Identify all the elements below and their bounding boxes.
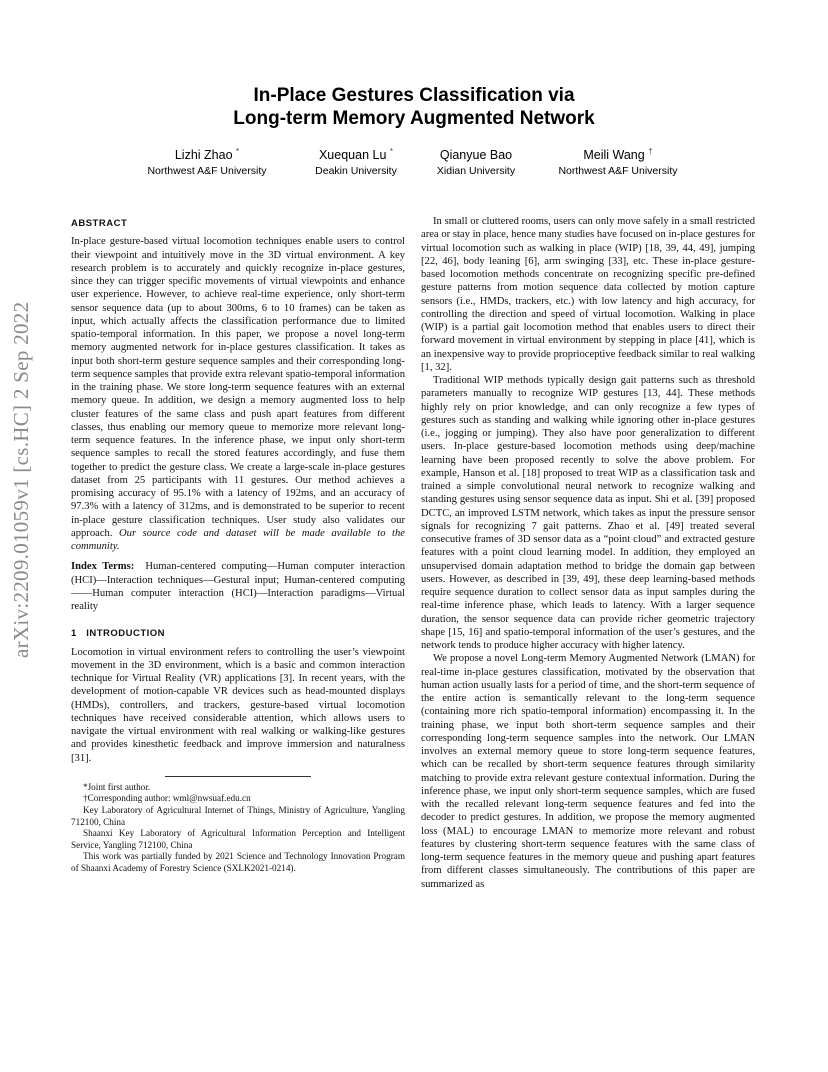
index-terms-label: Index Terms:: [71, 561, 135, 573]
section-number: 1: [71, 628, 77, 640]
right-column: [421, 215, 755, 891]
author-mark: *: [236, 147, 240, 156]
title-line-2: Long-term Memory Augmented Network: [233, 108, 595, 129]
author-block: [528, 144, 708, 179]
author-list: [0, 144, 828, 178]
footnotes: [71, 782, 405, 875]
title-line-1: In-Place Gestures Classification via: [253, 85, 575, 106]
paper-title: [0, 84, 828, 130]
body-paragraph-3: We propose a novel Long-term Memory Augmented Network (LMAN) for real-time in-place gestures classification, motivated by the observation that human action usually lasts for a period of time, and the short-term sequence of the entire action is semantically relevant to the long-term sequence (containing more rich spatio-temporal information) encompassing it. In the training phase, we input both short-term sequence samples and their corresponding long-term sequence samples into the network. Our LMAN involves an external memory queue to store long-term sequence features, which can be recalled by short-term sequence features through similarity matching to provide extra relevant gesture contextual information. During the inference phase, we input only short-term sequence samples, which are fused with the recalled relevant long-term sequence features and fed into the decoder to predict gestures. In addition, we propose the memory augmented loss (MAL) to encourage LMAN to memorize more relevant and robust features by clustering short-term sequence features with the same class of long-term sequence features in the memory queue and pushing apart features from different classes simultaneously. The contributions of this paper are summarized as: [421, 653, 755, 890]
body-paragraph-2: Traditional WIP methods typically design gait patterns such as threshold parameters manually to recognize WIP gestures [13, 44]. These methods highly rely on prior knowledge, and can only recognize a few types of gestures such as standing and walking while ignoring other in-place gestures (i.e., jogging or jumping). They also have poor generalization to different users. In-place gesture-based locomotion methods using deep/machine learning have been proposed recently to solve the above problem. For example, Hanson et al. [18] proposed to treat WIP as a classification task and trained a simple convolutional neural network to recognize walking and standing gestures using sensor sequence data as input. Shi et al. [39] proposed DCTC, an improved LSTM network, which takes as input the pressure sensor signals for recognizing 7 gait patterns. Zhao et al. [49] treated several consecutive frames of 3D sensor data as a “point cloud” and extracted gesture features with a point cloud learning model. In addition, they employed an unsupervised domain adaptation method to bridge the domain gap between users. However, as described in [39, 49], these deep learning-based methods require sequence duration to collect sensor data as input samples during the real-time inference phase, which leads to latency. With a larger sequence duration, the sensor sequence data can provide richer geometric trajectory shape [15, 16] and spatio-temporal information of the user’s gestures, and the network tends to produce higher accuracy with higher latency.: [421, 375, 755, 651]
abstract-heading-text: ABSTRACT: [71, 218, 128, 229]
introduction-body: Locomotion in virtual environment refers to controlling the user’s viewpoint movement in the 3D environment, which is a basic and common interaction technique for Virtual Reality (VR) applications [3]. In recent years, with the development of motion-capable VR devices such as head-mounted displays (HMDs), controllers, and trackers, gesture-based virtual locomotion techniques have received considerable attention, which allows users to navigate the virtual environment with real walking or walking-like gestures and provides kinesthetic feedback and improve immersion and naturalness [31].: [71, 646, 405, 764]
author-affiliation: Deakin University: [315, 165, 397, 178]
author-affiliation: Northwest A&F University: [147, 165, 267, 178]
author-name-text: Meili Wang: [583, 148, 645, 163]
author-mark: †: [648, 147, 653, 156]
author-name-text: Qianyue Bao: [439, 148, 513, 163]
author-name: [528, 144, 708, 163]
author-affiliation: Xidian University: [436, 165, 516, 178]
abstract-heading: [71, 217, 405, 230]
introduction-heading: [71, 627, 405, 640]
section-title: INTRODUCTION: [86, 628, 166, 640]
body-paragraph-1: In small or cluttered rooms, users can only move safely in a small restricted area or stay in place, hence many studies have focused on in-place gestures for virtual locomotion such as walking in place (WIP) [18, 39, 44, 49], jumping [22, 46], body leaning [6], arm swinging [33], etc. These in-place gesture-based locomotion methods concentrate on recognizing specific pre-defined gesture patterns from motion sequence data collected by motion capture sensors (i.e., HMDs, trackers, etc.) with low latency and high accuracy, for controlling the direction and speed of virtual locomotion. Walking in place (WIP) is a partial gait locomotion method that enables users to direct their forward movement in virtual environment by stepping in place [41], which is an inexpensive way to provide proprioceptive feedback similar to real walking [1, 32].: [421, 216, 755, 373]
abstract-text: In-place gesture-based virtual locomotion techniques enable users to control their viewpoint and intuitively move in the 3D virtual environment. A key research problem is to accurately and quickly recognize in-place gestures, since they can trigger specific movements of virtual viewpoints and enhance user experience. However, to achieve real-time experience, only short-term sensor sequence data (up to about 300ms, 6 to 10 frames) can be taken as input, which actually affects the classification performance due to limited spatio-temporal information. In this paper, we propose a novel long-term memory augmented network for in-place gestures classification. It takes as input both short-term gesture sequence samples and their corresponding long-term sequence samples that provide extra relevant spatio-temporal information in the training phase. We store long-term sequence features with an external memory queue. In addition, we design a memory augmented loss to help cluster features of the same class and push apart features from different classes, thus enabling our memory queue to memorize more relevant long-term sequence features. In the inference phase, we input only short-term sequence samples to recall the stored features accordingly, and fuse them together to predict the gesture class. We create a large-scale in-place gestures dataset from 25 participants with 11 gestures. Our method achieves a promising accuracy of 95.1% with a latency of 192ms, and an accuracy of 97.3% with a latency of 312ms, and is demonstrated to be superior to recent in-place gesture classification techniques. User study also validates our approach.: [71, 236, 405, 539]
index-terms-text: Human-centered computing—Human computer interaction (HCI)—Interaction techniques—Gestural input; Human-centered computing——Human computer interaction (HCI)—Interaction paradigms—Virtual reality: [71, 561, 405, 612]
author-name-text: Lizhi Zhao: [174, 148, 233, 163]
index-terms: [71, 560, 405, 613]
author-affiliation: Northwest A&F University: [558, 165, 678, 178]
footnote-corresponding: †Corresponding author: wml@nwsuaf.edu.cn: [83, 793, 251, 804]
footnote-divider: [165, 776, 311, 777]
abstract-italic-note: Our source code and dataset will be made available to the community.: [71, 527, 405, 552]
left-column: [71, 215, 405, 875]
author-name-text: Xuequan Lu: [318, 148, 387, 163]
footnote-affiliation-2: Shaanxi Key Laboratory of Agricultural Information Perception and Intelligent Service, Yangling 712100, China: [71, 828, 405, 850]
author-mark: *: [389, 147, 394, 156]
arxiv-identifier[interactable]: arXiv:2209.01059v1 [cs.HC] 2 Sep 2022: [9, 301, 33, 659]
footnote-affiliation-1: Key Laboratory of Agricultural Internet of Things, Ministry of Agriculture, Yangling 712100, China: [71, 804, 405, 827]
footnote-joint-first: *Joint first author.: [83, 781, 151, 792]
abstract-body: [71, 235, 405, 553]
footnote-funding: This work was partially funded by 2021 Science and Technology Innovation Program of Shaanxi Academy of Forestry Science (SXLK2021-0214).: [71, 851, 405, 873]
